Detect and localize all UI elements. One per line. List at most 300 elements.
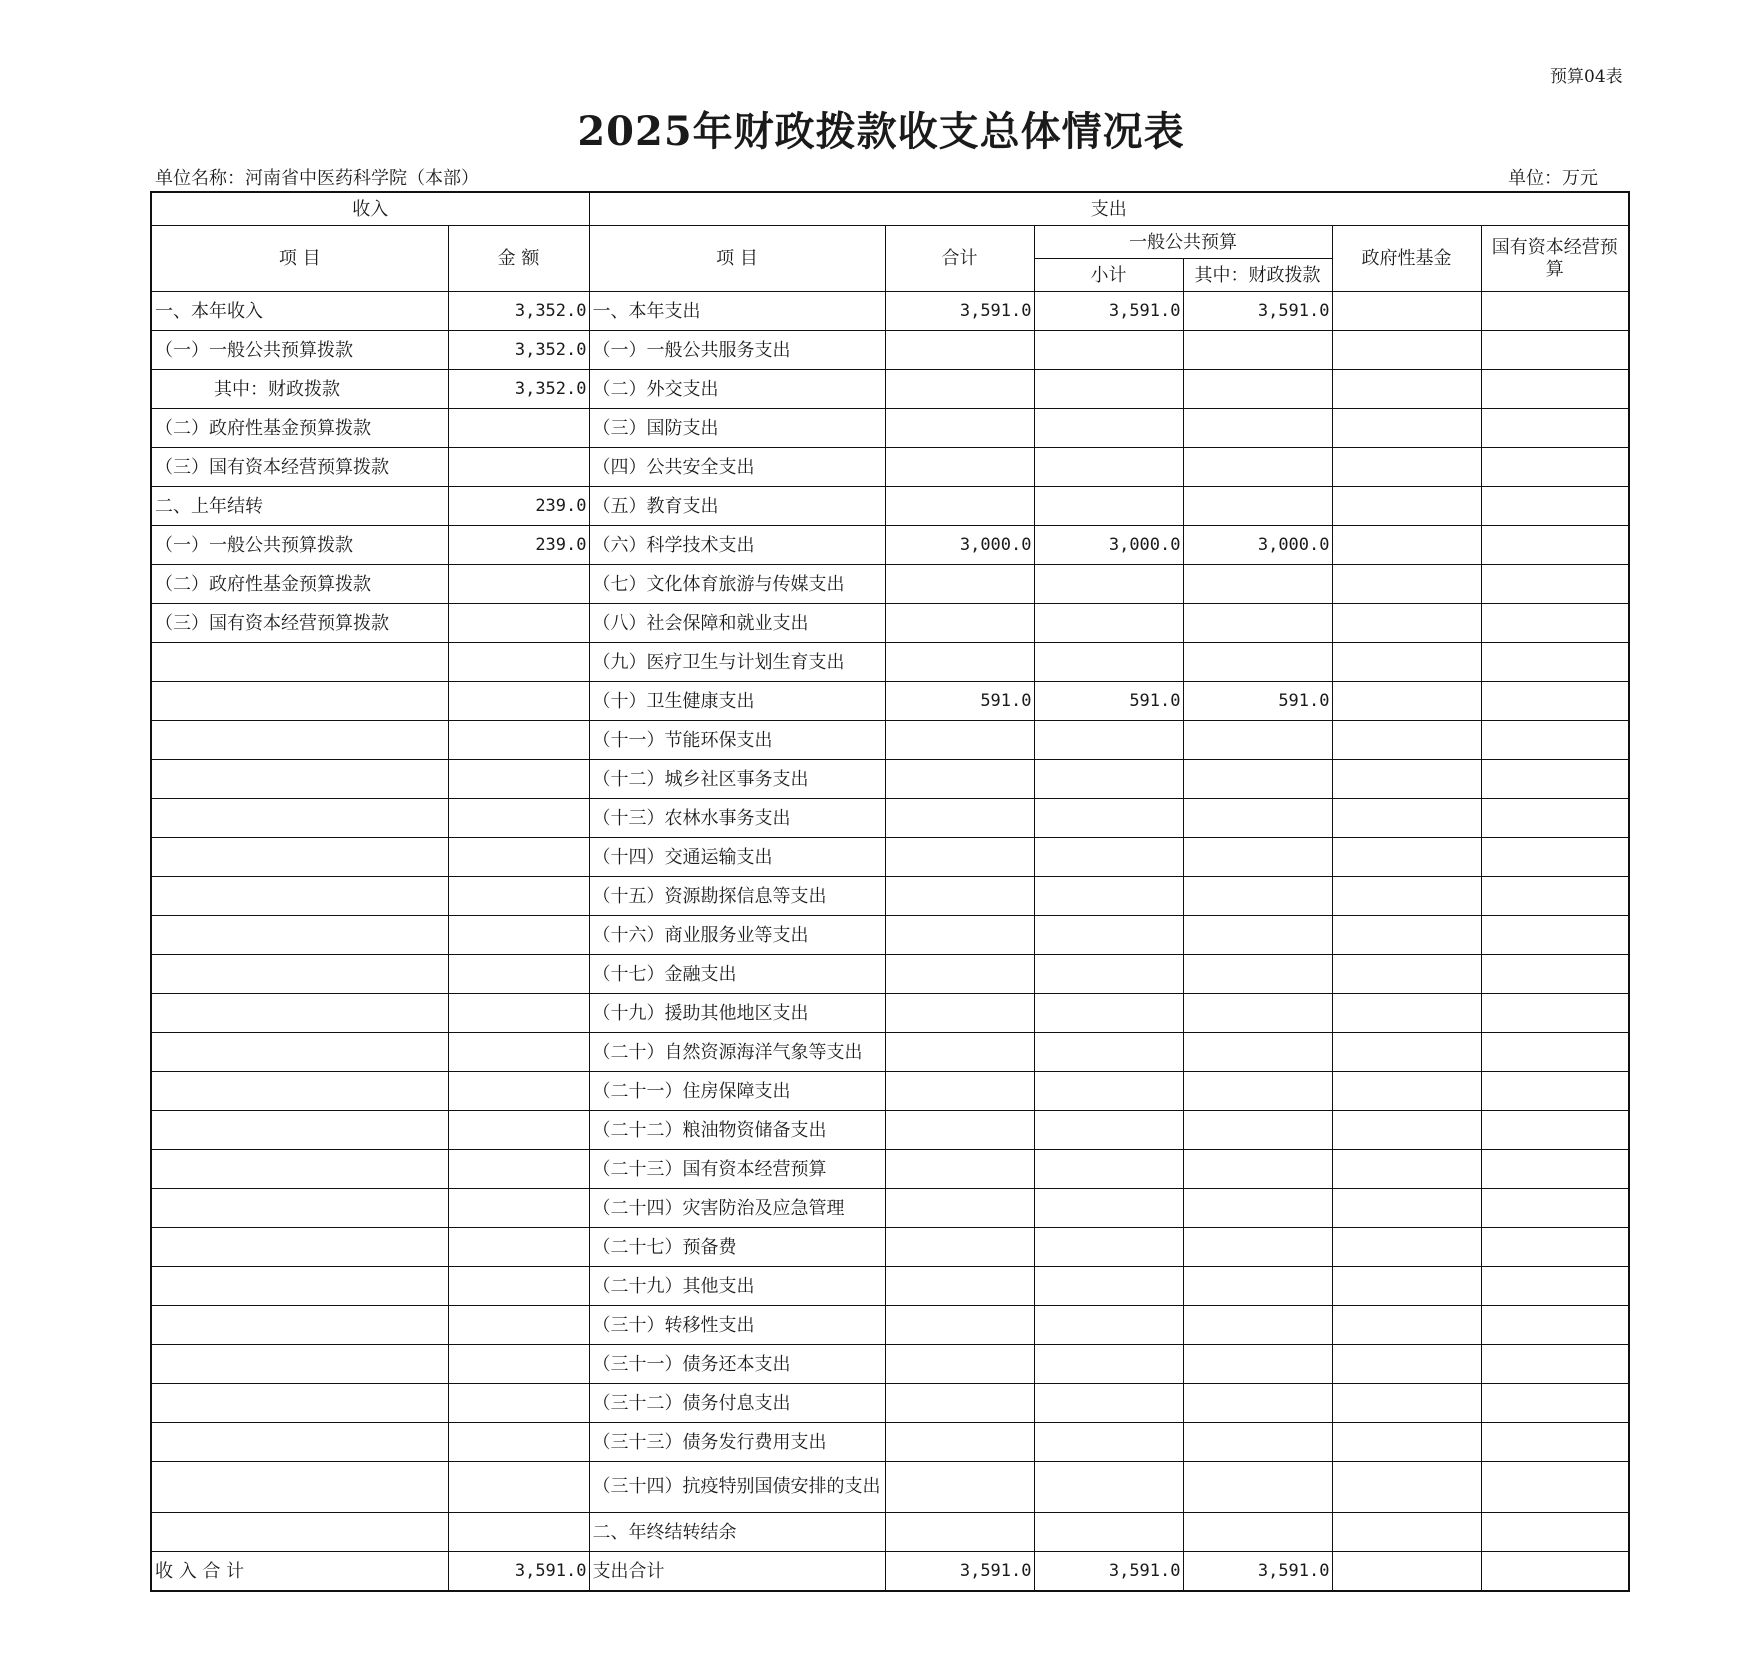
general-subtotal-cell [1034,760,1183,799]
state-capital-cell [1481,994,1629,1033]
income-amount-cell [448,1384,589,1423]
expense-item-cell: （三十）转移性支出 [589,1306,885,1345]
fiscal-appropriation-cell [1183,955,1332,994]
expense-header: 支出 [589,192,1629,226]
income-item-cell [151,1267,448,1306]
table-row [151,1513,1629,1552]
table-row [151,526,1629,565]
gov-fund-cell [1332,916,1481,955]
expense-item-cell: 支出合计 [589,1552,885,1592]
expense-total-cell [885,1267,1034,1306]
table-row [151,721,1629,760]
gov-fund-cell [1332,409,1481,448]
expense-item-cell: （二）外交支出 [589,370,885,409]
income-amount-cell [448,682,589,721]
expense-item-cell: （十五）资源勘探信息等支出 [589,877,885,916]
general-subtotal-cell [1034,487,1183,526]
income-amount-cell: 3,352.0 [448,292,589,331]
expense-total-cell [885,1150,1034,1189]
table-row [151,448,1629,487]
expense-item-cell: （三十四）抗疫特别国债安排的支出 [589,1462,885,1513]
state-capital-cell [1481,1513,1629,1552]
general-subtotal-cell [1034,877,1183,916]
table-row [151,1345,1629,1384]
fiscal-appropriation-cell [1183,721,1332,760]
fiscal-appropriation-cell [1183,1306,1332,1345]
state-capital-header: 国有资本经营预算 [1481,226,1629,292]
general-subtotal-cell [1034,994,1183,1033]
income-item-cell [151,838,448,877]
state-capital-cell [1481,1033,1629,1072]
fiscal-appropriation-cell [1183,994,1332,1033]
income-amount-cell [448,1423,589,1462]
income-amount-cell [448,838,589,877]
state-capital-cell [1481,916,1629,955]
state-capital-cell [1481,526,1629,565]
income-amount-cell [448,1228,589,1267]
fiscal-appropriation-cell [1183,1189,1332,1228]
expense-item-cell: （九）医疗卫生与计划生育支出 [589,643,885,682]
income-amount-cell [448,721,589,760]
fiscal-appropriation-cell: 3,591.0 [1183,1552,1332,1592]
income-amount-cell [448,1150,589,1189]
general-subtotal-cell [1034,1111,1183,1150]
gov-fund-cell [1332,604,1481,643]
fiscal-appropriation-cell [1183,1462,1332,1513]
expense-total-cell [885,916,1034,955]
gov-fund-cell [1332,1072,1481,1111]
income-item-cell [151,799,448,838]
expense-item-header: 项 目 [589,226,885,292]
income-amount-cell [448,643,589,682]
gov-fund-cell [1332,448,1481,487]
general-subtotal-cell [1034,838,1183,877]
gov-fund-cell [1332,292,1481,331]
general-subtotal-cell: 3,591.0 [1034,292,1183,331]
expense-total-cell [885,799,1034,838]
gov-fund-cell [1332,721,1481,760]
income-item-cell [151,1228,448,1267]
expense-item-cell: （三十三）债务发行费用支出 [589,1423,885,1462]
income-amount-cell: 239.0 [448,487,589,526]
expense-total-cell: 3,591.0 [885,1552,1034,1592]
expense-total-cell [885,604,1034,643]
table-row [151,565,1629,604]
expense-total-cell [885,838,1034,877]
general-subtotal-cell [1034,721,1183,760]
expense-total-cell [885,1384,1034,1423]
state-capital-cell [1481,838,1629,877]
table-row [151,1111,1629,1150]
income-item-cell [151,994,448,1033]
fiscal-appropriation-cell [1183,877,1332,916]
fiscal-appropriation-cell [1183,370,1332,409]
gov-fund-cell [1332,1306,1481,1345]
income-amount-cell [448,1189,589,1228]
income-item-cell: 二、上年结转 [151,487,448,526]
expense-total-cell [885,1072,1034,1111]
fiscal-header: 其中：财政拨款 [1183,259,1332,292]
table-row [151,1189,1629,1228]
state-capital-cell [1481,331,1629,370]
income-item-cell: 一、本年收入 [151,292,448,331]
general-subtotal-cell [1034,799,1183,838]
state-capital-cell [1481,1423,1629,1462]
table-row [151,1423,1629,1462]
income-item-cell [151,760,448,799]
income-item-cell: （三）国有资本经营预算拨款 [151,604,448,643]
table-row [151,955,1629,994]
expense-total-cell [885,1306,1034,1345]
fiscal-appropriation-cell [1183,1345,1332,1384]
table-row [151,331,1629,370]
gov-fund-cell [1332,1189,1481,1228]
general-budget-header: 一般公共预算 [1034,226,1332,259]
income-item-cell [151,1111,448,1150]
state-capital-cell [1481,1462,1629,1513]
table-row [151,877,1629,916]
table-row [151,838,1629,877]
gov-fund-cell [1332,370,1481,409]
expense-item-cell: （十二）城乡社区事务支出 [589,760,885,799]
income-amount-cell [448,1111,589,1150]
expense-total-cell [885,760,1034,799]
expense-item-cell: （十七）金融支出 [589,955,885,994]
income-item-cell [151,721,448,760]
gov-fund-cell [1332,643,1481,682]
general-subtotal-cell [1034,1267,1183,1306]
expense-item-cell: （二十一）住房保障支出 [589,1072,885,1111]
expense-item-cell: （十六）商业服务业等支出 [589,916,885,955]
state-capital-cell [1481,955,1629,994]
gov-fund-cell [1332,1033,1481,1072]
table-row [151,409,1629,448]
state-capital-cell [1481,1111,1629,1150]
general-subtotal-cell [1034,1306,1183,1345]
income-item-cell [151,1306,448,1345]
expense-item-cell: （十一）节能环保支出 [589,721,885,760]
income-amount-cell [448,877,589,916]
gov-fund-cell [1332,1345,1481,1384]
income-item-cell [151,1072,448,1111]
expense-item-cell: （一）一般公共服务支出 [589,331,885,370]
general-subtotal-cell [1034,1345,1183,1384]
table-row [151,292,1629,331]
income-amount-cell: 3,591.0 [448,1552,589,1592]
expense-total-cell [885,1423,1034,1462]
state-capital-cell [1481,1150,1629,1189]
general-subtotal-cell [1034,1072,1183,1111]
table-row [151,1384,1629,1423]
fiscal-appropriation-cell: 3,591.0 [1183,292,1332,331]
fiscal-appropriation-cell [1183,565,1332,604]
income-amount-cell [448,409,589,448]
income-amount-cell: 3,352.0 [448,331,589,370]
expense-total-cell: 3,591.0 [885,292,1034,331]
table-row [151,1462,1629,1513]
state-capital-cell [1481,1189,1629,1228]
income-item-cell [151,1384,448,1423]
expense-total-cell [885,1513,1034,1552]
expense-total-cell [885,331,1034,370]
income-amount-cell [448,1306,589,1345]
expense-item-cell: 二、年终结转结余 [589,1513,885,1552]
fiscal-appropriation-cell [1183,409,1332,448]
general-subtotal-cell [1034,604,1183,643]
fiscal-appropriation-cell [1183,604,1332,643]
fiscal-appropriation-cell [1183,1423,1332,1462]
income-item-cell [151,1423,448,1462]
state-capital-cell [1481,604,1629,643]
state-capital-cell [1481,565,1629,604]
fiscal-appropriation-cell [1183,1072,1332,1111]
table-row [151,916,1629,955]
table-row [151,1072,1629,1111]
general-subtotal-cell: 3,591.0 [1034,1552,1183,1592]
state-capital-cell [1481,1552,1629,1592]
unit-name-label: 单位名称：河南省中医药科学院（本部） [155,168,479,189]
expense-total-header: 合计 [885,226,1034,292]
general-subtotal-cell [1034,1384,1183,1423]
general-subtotal-cell [1034,1033,1183,1072]
expense-total-cell [885,994,1034,1033]
expense-item-cell: （六）科学技术支出 [589,526,885,565]
expense-item-cell: （十四）交通运输支出 [589,838,885,877]
fiscal-appropriation-cell [1183,1033,1332,1072]
gov-fund-header: 政府性基金 [1332,226,1481,292]
expense-item-cell: （十九）援助其他地区支出 [589,994,885,1033]
table-row [151,1033,1629,1072]
fiscal-appropriation-cell [1183,1111,1332,1150]
state-capital-cell [1481,409,1629,448]
state-capital-cell [1481,370,1629,409]
general-subtotal-cell [1034,565,1183,604]
income-item-cell [151,1513,448,1552]
gov-fund-cell [1332,877,1481,916]
income-item-cell: 收 入 合 计 [151,1552,448,1592]
gov-fund-cell [1332,1552,1481,1592]
currency-unit-label: 单位：万元 [1508,168,1598,189]
table-row [151,760,1629,799]
income-amount-cell [448,604,589,643]
gov-fund-cell [1332,955,1481,994]
gov-fund-cell [1332,799,1481,838]
fiscal-appropriation-cell [1183,1150,1332,1189]
income-amount-cell [448,994,589,1033]
table-row [151,994,1629,1033]
gov-fund-cell [1332,565,1481,604]
income-item-cell [151,877,448,916]
state-capital-cell [1481,1384,1629,1423]
fiscal-appropriation-cell [1183,487,1332,526]
budget-table [150,191,1630,1592]
income-item-cell: 其中：财政拨款 [151,370,448,409]
income-item-cell [151,1345,448,1384]
table-row [151,370,1629,409]
gov-fund-cell [1332,682,1481,721]
income-item-cell: （二）政府性基金预算拨款 [151,409,448,448]
income-item-cell: （二）政府性基金预算拨款 [151,565,448,604]
general-subtotal-cell [1034,1189,1183,1228]
expense-item-cell: （三十二）债务付息支出 [589,1384,885,1423]
state-capital-cell [1481,292,1629,331]
expense-total-cell [885,1111,1034,1150]
gov-fund-cell [1332,331,1481,370]
expense-item-cell: （五）教育支出 [589,487,885,526]
fiscal-appropriation-cell [1183,1384,1332,1423]
gov-fund-cell [1332,1462,1481,1513]
income-item-cell [151,643,448,682]
fiscal-appropriation-cell [1183,448,1332,487]
state-capital-cell [1481,721,1629,760]
fiscal-appropriation-cell: 591.0 [1183,682,1332,721]
state-capital-cell [1481,799,1629,838]
state-capital-cell [1481,877,1629,916]
expense-total-cell [885,370,1034,409]
income-item-cell: （三）国有资本经营预算拨款 [151,448,448,487]
fiscal-appropriation-cell [1183,1267,1332,1306]
state-capital-cell [1481,487,1629,526]
table-row [151,643,1629,682]
general-subtotal-cell [1034,331,1183,370]
expense-total-cell: 591.0 [885,682,1034,721]
table-row [151,799,1629,838]
income-amount-header: 金 额 [448,226,589,292]
expense-item-cell: （二十三）国有资本经营预算 [589,1150,885,1189]
general-subtotal-cell [1034,409,1183,448]
general-subtotal-cell [1034,1423,1183,1462]
state-capital-cell [1481,1267,1629,1306]
income-item-cell [151,1033,448,1072]
fiscal-appropriation-cell [1183,331,1332,370]
expense-total-cell [885,487,1034,526]
income-amount-cell [448,916,589,955]
income-amount-cell [448,955,589,994]
expense-item-cell: （三十一）债务还本支出 [589,1345,885,1384]
expense-total-cell [885,409,1034,448]
expense-total-cell [885,643,1034,682]
general-subtotal-cell [1034,1513,1183,1552]
income-amount-cell [448,1513,589,1552]
income-item-cell [151,1462,448,1513]
fiscal-appropriation-cell [1183,838,1332,877]
table-row [151,1267,1629,1306]
expense-item-cell: 一、本年支出 [589,292,885,331]
general-subtotal-cell: 3,000.0 [1034,526,1183,565]
expense-item-cell: （四）公共安全支出 [589,448,885,487]
gov-fund-cell [1332,1384,1481,1423]
general-subtotal-cell [1034,448,1183,487]
expense-item-cell: （三）国防支出 [589,409,885,448]
income-amount-cell: 239.0 [448,526,589,565]
expense-item-cell: （十三）农林水事务支出 [589,799,885,838]
expense-total-cell [885,1228,1034,1267]
general-subtotal-cell [1034,643,1183,682]
state-capital-cell [1481,643,1629,682]
general-subtotal-cell: 591.0 [1034,682,1183,721]
income-item-cell [151,916,448,955]
income-amount-cell [448,1267,589,1306]
fiscal-appropriation-cell [1183,799,1332,838]
gov-fund-cell [1332,994,1481,1033]
state-capital-cell [1481,760,1629,799]
fiscal-appropriation-cell [1183,916,1332,955]
fiscal-appropriation-cell: 3,000.0 [1183,526,1332,565]
income-amount-cell [448,1072,589,1111]
general-subtotal-cell [1034,1228,1183,1267]
header-row-middle [151,226,1629,259]
expense-item-cell: （二十七）预备费 [589,1228,885,1267]
income-item-cell [151,1189,448,1228]
table-row [151,1306,1629,1345]
general-subtotal-cell [1034,370,1183,409]
income-amount-cell [448,1462,589,1513]
gov-fund-cell [1332,838,1481,877]
income-amount-cell [448,1033,589,1072]
gov-fund-cell [1332,487,1481,526]
income-amount-cell [448,799,589,838]
table-row [151,682,1629,721]
table-code-label: 预算04表 [1550,67,1623,87]
income-item-cell: （一）一般公共预算拨款 [151,526,448,565]
income-amount-cell [448,760,589,799]
general-subtotal-cell [1034,916,1183,955]
table-row [151,1228,1629,1267]
income-item-cell [151,682,448,721]
income-header: 收入 [151,192,589,226]
state-capital-cell [1481,448,1629,487]
income-item-cell [151,1150,448,1189]
expense-total-cell [885,1462,1034,1513]
state-capital-cell [1481,1072,1629,1111]
income-amount-cell [448,565,589,604]
income-item-cell: （一）一般公共预算拨款 [151,331,448,370]
expense-total-cell [885,955,1034,994]
state-capital-cell [1481,682,1629,721]
income-item-header: 项 目 [151,226,448,292]
state-capital-cell [1481,1345,1629,1384]
gov-fund-cell [1332,760,1481,799]
table-row [151,1552,1629,1592]
expense-item-cell: （二十）自然资源海洋气象等支出 [589,1033,885,1072]
fiscal-appropriation-cell [1183,643,1332,682]
fiscal-appropriation-cell [1183,1513,1332,1552]
gov-fund-cell [1332,1423,1481,1462]
expense-item-cell: （二十四）灾害防治及应急管理 [589,1189,885,1228]
expense-item-cell: （七）文化体育旅游与传媒支出 [589,565,885,604]
gov-fund-cell [1332,1228,1481,1267]
expense-total-cell [885,448,1034,487]
table-row [151,487,1629,526]
general-subtotal-cell [1034,1150,1183,1189]
expense-total-cell: 3,000.0 [885,526,1034,565]
expense-item-cell: （二十二）粮油物资储备支出 [589,1111,885,1150]
table-row [151,604,1629,643]
general-subtotal-cell [1034,1462,1183,1513]
gov-fund-cell [1332,526,1481,565]
income-amount-cell [448,448,589,487]
gov-fund-cell [1332,1150,1481,1189]
expense-total-cell [885,565,1034,604]
expense-item-cell: （二十九）其他支出 [589,1267,885,1306]
gov-fund-cell [1332,1513,1481,1552]
fiscal-appropriation-cell [1183,1228,1332,1267]
gov-fund-cell [1332,1111,1481,1150]
table-row [151,1150,1629,1189]
expense-total-cell [885,1033,1034,1072]
page-title: 2025年财政拨款收支总体情况表 [577,108,1185,155]
expense-total-cell [885,877,1034,916]
